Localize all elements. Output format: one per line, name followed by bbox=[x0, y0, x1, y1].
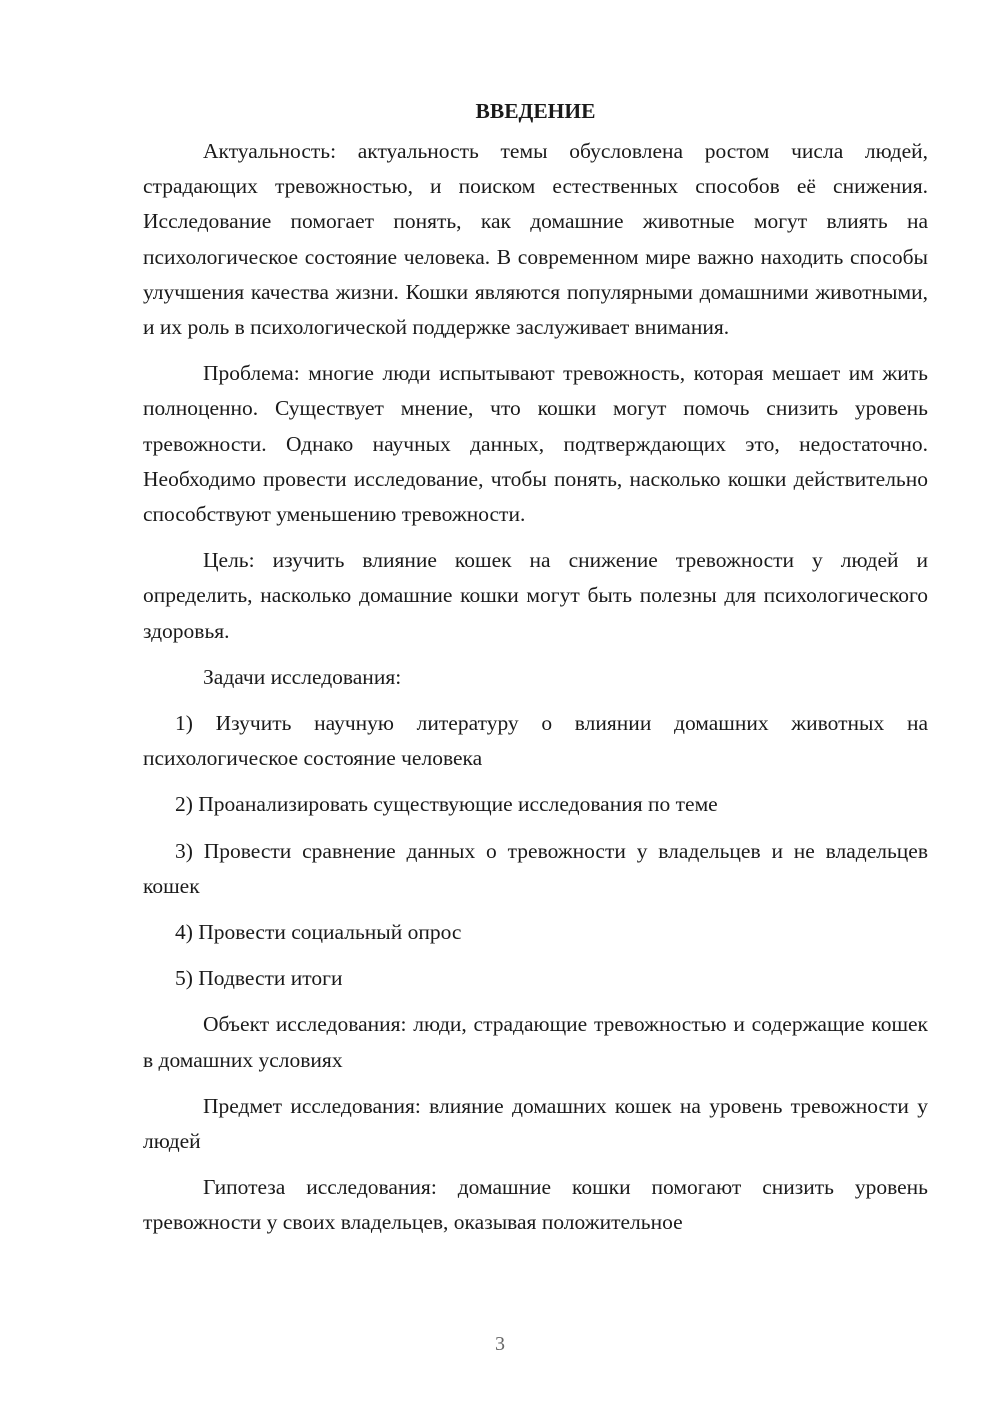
section-heading: ВВЕДЕНИЕ bbox=[475, 99, 596, 123]
task-item: 2) Проанализировать существующие исследования по теме bbox=[175, 792, 718, 817]
task-item: 3) Провести сравнение данных о тревожности у владельцев и не владельцев кошек bbox=[143, 838, 928, 898]
task-item: 1) Изучить научную литературу о влиянии домашних животных на психологическое состояние человека bbox=[143, 711, 928, 771]
page-number: 3 bbox=[495, 1333, 505, 1355]
hypothesis-paragraph: Гипотеза исследования: домашние кошки помогают снизить уровень тревожности у своих владельцев, оказывая положительное bbox=[143, 1175, 928, 1235]
task-item: 5) Подвести итоги bbox=[175, 966, 343, 991]
task-item: 4) Провести социальный опрос bbox=[175, 920, 462, 945]
object-paragraph: Объект исследования: люди, страдающие тревожностью и содержащие кошек в домашних условиях bbox=[143, 1012, 928, 1072]
goal-paragraph: Цель: изучить влияние кошек на снижение тревожности у людей и определить, насколько домашние кошки могут быть полезны для психологического здоровья. bbox=[143, 548, 928, 643]
relevance-paragraph: Актуальность: актуальность темы обусловлена ростом числа людей, страдающих тревожностью, и поиском естественных способов её снижения. Исследование помогает понять, как домашние животные могут влиять на психологическое состояние человека. В современном мире важно находить способы улучшения качества жизни. Кошки являются популярными домашними животными, и их роль в психологической поддержке заслуживает внимания. bbox=[143, 139, 928, 340]
subject-paragraph: Предмет исследования: влияние домашних кошек на уровень тревожности у людей bbox=[143, 1093, 928, 1154]
problem-paragraph: Проблема: многие люди испытывают тревожность, которая мешает им жить полноценно. Существует мнение, что кошки могут помочь снизить уровень тревожности. Однако научных данных, подтверждающих это, недостаточно. Необходимо провести исследование, чтобы понять, насколько кошки действительно способствуют уменьшению тревожности. bbox=[143, 361, 928, 527]
tasks-heading: Задачи исследования: bbox=[203, 664, 402, 689]
page-content bbox=[143, 94, 928, 1252]
